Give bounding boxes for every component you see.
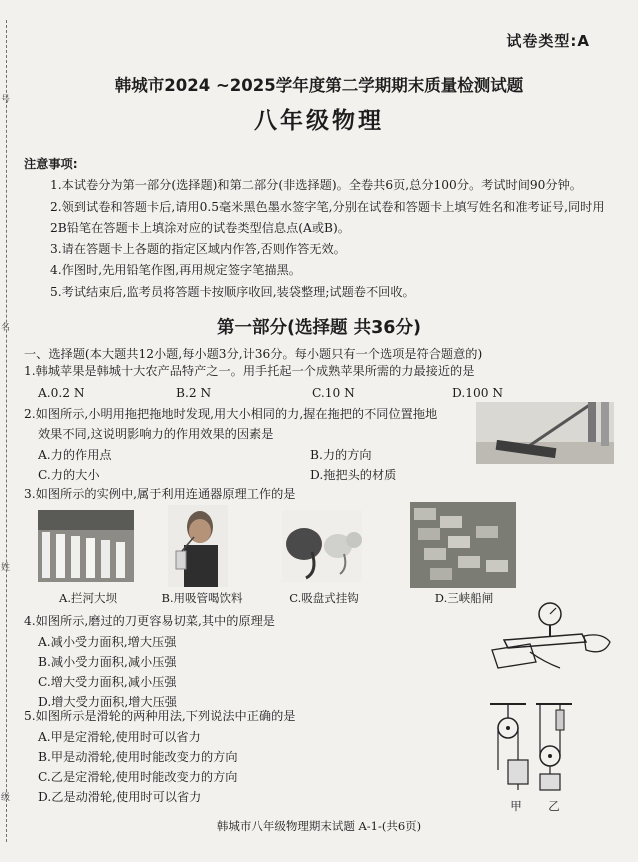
binding-mark: 姓 — [1, 563, 11, 573]
option: B.甲是动滑轮,使用时能改变力的方向 — [38, 750, 238, 764]
option: B.减小受力面积,减小压强 — [38, 655, 177, 669]
figure-caption: D.三峡船闸 — [434, 591, 494, 605]
binding-mark: 级 — [1, 793, 11, 803]
figure-caption: A.拦河大坝 — [59, 591, 117, 605]
figure-label: 甲 — [510, 799, 522, 813]
mop-illustration — [476, 402, 614, 464]
paper-type: 试卷类型:A — [506, 32, 590, 50]
question-stem: 5.如图所示是滑轮的两种用法,下列说法中正确的是 — [24, 709, 296, 723]
section-intro: 一、选择题(本大题共12小题,每小题3分,计36分。每小题只有一个选项是符合题意的) — [24, 347, 483, 361]
knife-cutting-illustration — [490, 600, 614, 676]
exam-title: 韩城市2024 ~2025学年度第二学期期末质量检测试题 — [114, 76, 524, 95]
option: A.0.2 N — [38, 386, 85, 400]
question-stem: 3.如图所示的实例中,属于利用连通器原理工作的是 — [24, 487, 296, 501]
suction-hook-photo — [282, 510, 362, 582]
option: D.增大受力面积,增大压强 — [38, 695, 177, 709]
binding-line — [6, 20, 8, 842]
question-stem: 1.韩城苹果是韩城十大农产品特产之一。用手托起一个成熟苹果所需的力最接近的是 — [24, 364, 475, 378]
notes-heading: 注意事项: — [24, 157, 78, 171]
option: D.100 N — [452, 386, 504, 400]
option: B.2 N — [176, 386, 212, 400]
option: A.力的作用点 — [38, 448, 112, 462]
figure-caption: B.用吸管喝饮料 — [161, 591, 243, 605]
option: B.力的方向 — [310, 448, 372, 462]
binding-mark: 名 — [1, 323, 11, 333]
question-stem-line: 效果不同,这说明影响力的作用效果的因素是 — [38, 426, 274, 441]
question-stem — [24, 405, 474, 444]
notes-item: 4.作图时,先用铅笔作图,再用规定签字笔描黑。 — [50, 263, 301, 278]
option: D.乙是动滑轮,使用时可以省力 — [38, 790, 202, 804]
notes-block — [24, 154, 616, 303]
option: C.10 N — [312, 386, 355, 400]
part-heading: 第一部分(选择题 共36分) — [217, 318, 421, 338]
question-stem-line: 2.如图所示,小明用拖把拖地时发现,用大小相同的力,握在拖把的不同位置拖地 — [24, 407, 438, 421]
figure-caption: C.吸盘式挂钩 — [289, 591, 359, 605]
boy-straw-photo — [168, 505, 228, 587]
question-stem: 4.如图所示,磨过的刀更容易切菜,其中的原理是 — [24, 614, 275, 628]
pulley-diagram — [486, 700, 574, 800]
figure-label: 乙 — [548, 799, 560, 813]
notes-item: 3.请在答题卡上各题的指定区域内作答,否则作答无效。 — [50, 242, 346, 257]
option: A.甲是定滑轮,使用时可以省力 — [38, 730, 201, 744]
option: D.拖把头的材质 — [310, 468, 397, 482]
page-footer: 韩城市八年级物理期末试题 A-1-(共6页) — [216, 819, 422, 833]
notes-item: 2.领到试卷和答题卡后,请用0.5毫米黑色墨水签字笔,分别在试卷和答题卡上填写姓名和准考证号,同时用2B铅笔在答题卡上填涂对应的试卷类型信息点(A或B)。 — [50, 199, 605, 235]
dam-photo — [38, 510, 134, 582]
option: C.增大受力面积,减小压强 — [38, 675, 177, 689]
option: C.乙是定滑轮,使用时能改变力的方向 — [38, 770, 238, 784]
option: A.减小受力面积,增大压强 — [38, 635, 177, 649]
notes-item: 5.考试结束后,监考员将答题卡按顺序收回,装袋整理;试题卷不回收。 — [50, 284, 415, 299]
binding-mark: 号 — [1, 95, 11, 105]
exam-subject: 八年级物理 — [254, 108, 384, 134]
option: C.力的大小 — [38, 468, 100, 482]
notes-item: 1.本试卷分为第一部分(选择题)和第二部分(非选择题)。全卷共6页,总分100分。考试时间90分钟。 — [50, 178, 582, 193]
ship-lock-photo — [410, 502, 516, 588]
